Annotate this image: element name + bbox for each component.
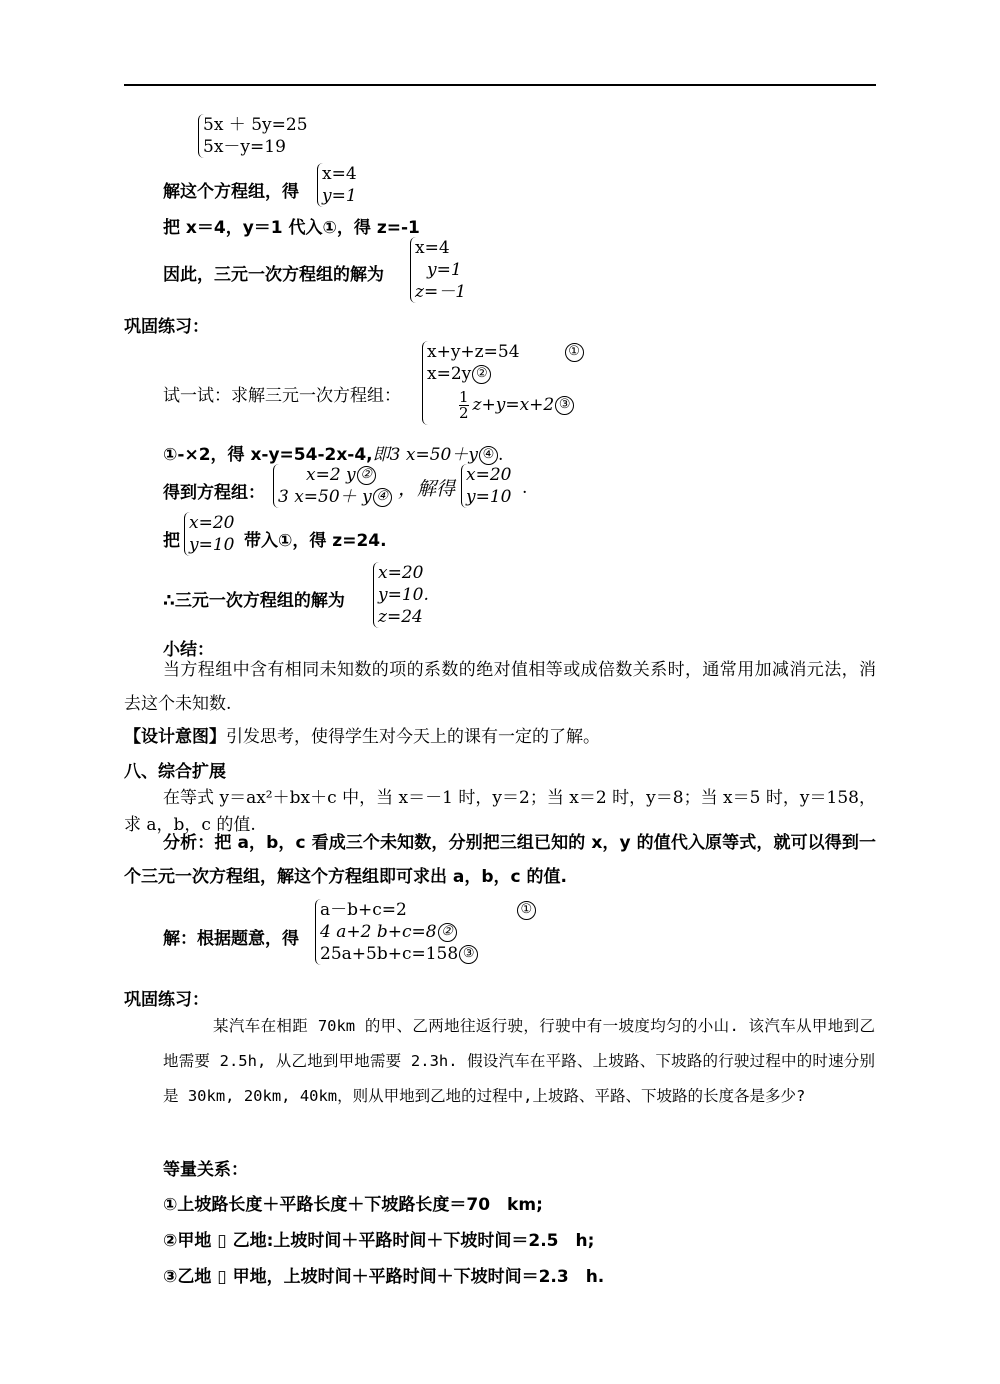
solution-system-2 [317,163,357,207]
equation: x=20 [189,513,235,533]
equation: x=20 [466,465,512,485]
practice-heading: 巩固练习： [124,317,209,337]
period: . [497,445,504,465]
equation: x=4 [322,164,357,184]
equation: x+y+z=54 [427,342,520,362]
section8-problem: 在等式 y＝ax²＋bx＋c 中，当 x＝－1 时，y＝2；当 x＝2 时，y＝8；当 x＝5 时，y＝158，求 a，b，c 的值. [124,788,876,835]
equation: y=10 [466,487,512,507]
period: . [522,478,528,498]
summary-heading: 小结： [163,640,214,660]
practice-prompt: 试一试：求解三元一次方程组： [163,386,401,406]
equation-row [427,385,597,425]
equation-system-1 [198,114,308,158]
practice-line4-prefix: ∴三元一次方程组的解为 [163,591,345,611]
equation-row [278,486,392,508]
fraction [459,390,469,421]
equation-system-s8 [315,899,550,965]
design-label: 【设计意图】 [124,727,226,747]
practice2-heading: 巩固练习： [124,990,209,1010]
solution-system-p2 [461,464,511,508]
equation: x=2y [427,364,472,384]
equation-system-p2 [273,464,392,508]
equation: a－b+c=2 [320,900,407,920]
equation: y=1 [322,186,357,206]
section8-analysis: 分析：把 a，b，c 看成三个未知数，分别把三组已知的 x，y 的值代入原等式，就可以得到一个三元一次方程组，解这个方程组即可求出 a，b，c 的值. [124,833,876,887]
equation: y=10. [378,585,429,605]
equation: z=－1 [415,282,467,302]
solution-system-4 [410,237,466,303]
step4-prefix: 因此，三元一次方程组的解为 [163,265,384,285]
equation: x=4 [415,238,450,258]
equation: 即3 x=50＋y [372,445,478,465]
practice-line3-suffix: 带入①，得 z=24. [244,531,387,551]
equation: 4 a+2 b+c=8 [320,922,437,942]
equation: y=1 [427,260,462,280]
equation-row [320,943,550,965]
relation-1: ①上坡路长度＋平路长度＋下坡路长度＝70 km; [163,1195,543,1215]
practice2-problem: 某汽车在相距 70km 的甲、乙两地往返行驶，行驶中有一坡度均匀的小山. 该汽车从甲地到乙地需要 2.5h, 从乙地到甲地需要 2.3h. 假设汽车在平路、上坡路、下坡路的行驶过程中的时速分别是 30km, 20km, 40km，则从甲地到乙地的过程中,上坡路、平路、下坡路的长度各是多少? [163,1017,875,1105]
practice-line1 [163,440,503,465]
equation: 3 x=50＋ y [278,487,372,507]
header-rule [124,84,876,86]
equation-row [278,464,392,486]
relation-2: ②甲地 ▯ 乙地:上坡时间＋平路时间＋下坡时间＝2.5 h; [163,1231,595,1251]
summary-text: 当方程组中含有相同未知数的项的系数的绝对值相等或成倍数关系时，通常用加减消元法，消去这个未知数. [124,660,876,714]
step3-text: 把 x＝4，y＝1 代入①，得 z=-1 [163,218,420,238]
practice-line2-prefix: 得到方程组： [163,483,265,503]
design-text: 引发思考，使得学生对今天上的课有一定的了解。 [226,727,600,747]
equation-system-p1 [422,341,597,425]
circled-number: ② [472,365,491,384]
section8-solution-prefix: 解：根据题意，得 [163,929,299,949]
equation: 5x ＋ 5y=25 [203,115,308,135]
equation: x=2 y [306,465,356,485]
equation-row [320,899,550,921]
practice-line3-prefix: 把 [163,531,180,551]
section-heading: 八、综合扩展 [124,762,226,782]
circled-number: ① [517,901,536,920]
equation-row [320,921,550,943]
step-text: ①-×2，得 x-y=54-2x-4, [163,445,373,465]
equation: 25a+5b+c=158 [320,944,459,964]
equation: 5x－y=19 [203,137,286,157]
equation: z=24 [378,607,423,627]
design-intent [124,722,600,747]
circled-number: ② [357,466,376,485]
numerator: 1 [459,388,469,406]
solve-label: ，解得 [398,478,456,500]
circled-number: ③ [459,945,478,964]
solution-system-p4 [373,562,429,628]
equation: x=20 [378,563,424,583]
step2-prefix: 解这个方程组，得 [163,182,299,202]
equation: y=10 [189,535,235,555]
circled-number: ④ [373,488,392,507]
equation-row [427,341,597,363]
circled-number: ② [438,923,457,942]
circled-number: ① [565,343,584,362]
circled-number: ③ [555,396,574,415]
solution-system-p3 [184,512,234,556]
relation-3: ③乙地 ▯ 甲地，上坡时间＋平路时间＋下坡时间＝2.3 h. [163,1267,605,1287]
equation-row [427,363,597,385]
equation: z+y=x+2 [472,395,555,415]
relation-heading: 等量关系： [163,1160,248,1180]
circled-number: ④ [479,446,498,465]
denominator: 2 [459,404,469,422]
